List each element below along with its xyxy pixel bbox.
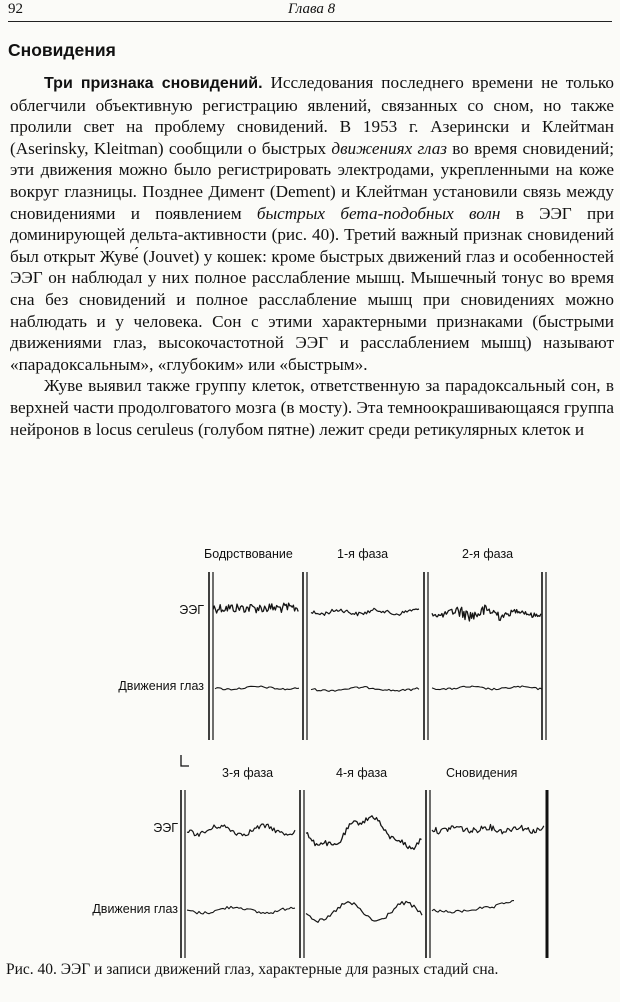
header-rule (8, 21, 612, 22)
emphasis-beta-waves: быстрых бета-подобных волн (256, 203, 501, 223)
stage-label-phase-1: 1-я фаза (337, 547, 389, 561)
top-eeg-label: ЭЭГ (179, 603, 204, 617)
eeg-eye-traces (0, 540, 620, 960)
paragraph-lead: Три признака сновидений. (44, 75, 263, 92)
trace-eeg-phase1 (311, 608, 419, 615)
figure-40 (0, 540, 620, 960)
trace-eye-wake (215, 686, 299, 690)
trace-eeg-wake (213, 603, 298, 613)
trace-eye-phase2 (432, 686, 542, 690)
paragraph-1-text-b: во время сновидений; эти движения можно было регистрировать электродами, укрепленными на коже вокруг глазницы. Позднее Димент (Dement) и Клейтман установили связь между сновидениями и появлением (10, 138, 615, 223)
trace-eeg-phase4 (306, 816, 422, 850)
trace-eeg-dreaming (432, 825, 544, 834)
paragraph-1-text-c: в ЭЭГ при доминирующей дельта-активности (рис. 40). Третий важный признак сновидений был открыт Жуве́ (Jouvet) у кошек: кроме быстрых движений глаз и особенностей ЭЭГ он наблюдал у них полное расслабление мышц. Мышечный тонус во время сна без сновидений и полное расслабление мышц при сновидениях можно наблюдать и у человека. Сон с этими характерными признаками (быстрыми движениями глаз, высокочастотной ЭЭГ и расслаблением мышц) называют «парадоксальным», «глубоким» или «быстрым». (10, 203, 614, 374)
trace-eeg-phase3 (187, 824, 295, 836)
trace-eye-phase1 (311, 687, 419, 692)
running-head: Глава 8 (288, 1, 336, 17)
trace-eye-dreaming (432, 901, 514, 913)
paragraph-1 (10, 72, 614, 375)
stage-label-phase-2: 2-я фаза (462, 547, 514, 561)
section-title: Сновидения (8, 40, 116, 60)
body-text (10, 72, 614, 440)
paragraph-1-text-a: Исследования последнего времени не только облегчили объективную регистрацию явлений, связанных со сном, но также пролили свет на проблему сновидений. В 1953 г. Азерински и Клейтман (Aserinsky, Kleitman) сообщили о быстрых (10, 73, 615, 158)
corner-mark (181, 755, 189, 766)
stage-label-phase-3: 3-я фаза (222, 766, 274, 780)
paragraph-2: Жуве выявил также группу клеток, ответственную за парадоксальный сон, в верхней части продолговатого мозга (в мосту). Эта темноокрашивающаяся группа нейронов в locus ceruleus (голубом пятне) лежит среди ретикулярных клеток и (10, 376, 614, 439)
trace-eeg-phase2 (432, 605, 541, 621)
emphasis-eye-movements: движениях глаз (331, 138, 448, 158)
page-header (8, 0, 612, 24)
stage-label-wakefulness: Бодрствование (204, 547, 293, 561)
stage-label-phase-4: 4-я фаза (336, 766, 388, 780)
top-eye-label: Движения глаз (118, 679, 204, 693)
figure-caption: Рис. 40. ЭЭГ и записи движений глаз, характерные для разных стадий сна. (6, 961, 499, 978)
page-number: 92 (8, 1, 23, 17)
trace-eye-phase4 (306, 901, 422, 922)
stage-label-dreaming: Сновидения (446, 766, 518, 780)
bottom-eye-label: Движения глаз (92, 902, 178, 916)
bottom-eeg-label: ЭЭГ (153, 821, 178, 835)
trace-eye-phase3 (187, 906, 295, 914)
